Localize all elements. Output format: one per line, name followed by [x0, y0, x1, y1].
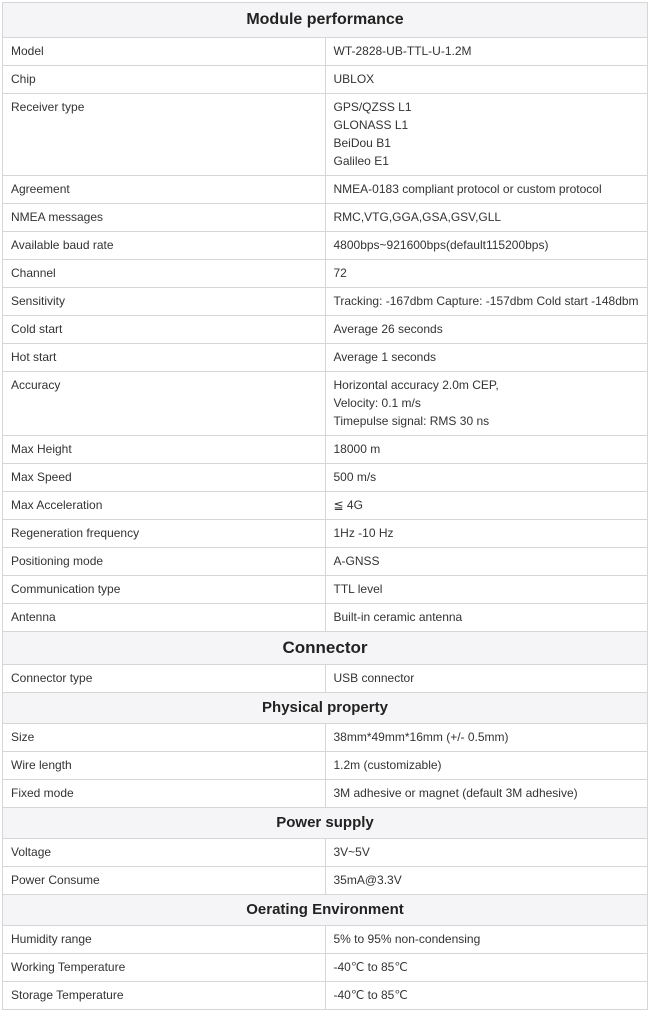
- spec-value-line: 35mA@3.3V: [333, 873, 402, 887]
- spec-row: [3, 724, 648, 752]
- spec-value: [325, 464, 648, 492]
- spec-label: Storage Temperature: [3, 982, 326, 1010]
- spec-label: Communication type: [3, 576, 326, 604]
- spec-row: [3, 94, 648, 176]
- spec-label: Channel: [3, 260, 326, 288]
- spec-row: [3, 982, 648, 1010]
- spec-value: [325, 724, 648, 752]
- spec-value-line: 500 m/s: [333, 470, 377, 484]
- spec-row: [3, 548, 648, 576]
- spec-label: Receiver type: [3, 94, 326, 176]
- spec-row: [3, 926, 648, 954]
- spec-value: [325, 436, 648, 464]
- spec-label: Cold start: [3, 316, 326, 344]
- spec-label: Max Acceleration: [3, 492, 326, 520]
- spec-row: [3, 288, 648, 316]
- section-title: Physical property: [3, 693, 648, 724]
- section-title: Oerating Environment: [3, 895, 648, 926]
- spec-value-line: USB connector: [333, 671, 415, 685]
- spec-value-line: ≦ 4G: [333, 498, 363, 512]
- spec-value-line: 5% to 95% non-condensing: [333, 932, 481, 946]
- spec-row: [3, 436, 648, 464]
- spec-value: [325, 954, 648, 982]
- spec-value: [325, 66, 648, 94]
- spec-label: Chip: [3, 66, 326, 94]
- spec-value-line: GPS/QZSS L1: [333, 100, 412, 114]
- spec-value: [325, 288, 648, 316]
- spec-label: Fixed mode: [3, 780, 326, 808]
- spec-label: Positioning mode: [3, 548, 326, 576]
- spec-row: [3, 176, 648, 204]
- spec-value: [325, 38, 648, 66]
- spec-value-line: Average 1 seconds: [333, 350, 437, 364]
- spec-value: [325, 94, 648, 176]
- spec-value: [325, 548, 648, 576]
- spec-row: [3, 232, 648, 260]
- spec-value-line: 3V~5V: [333, 845, 370, 859]
- spec-value: [325, 372, 648, 436]
- spec-label: Working Temperature: [3, 954, 326, 982]
- spec-label: Available baud rate: [3, 232, 326, 260]
- section-title: Power supply: [3, 808, 648, 839]
- spec-row: [3, 66, 648, 94]
- section-title: Module performance: [3, 3, 648, 38]
- spec-value-line: 1Hz -10 Hz: [333, 526, 394, 540]
- spec-label: Sensitivity: [3, 288, 326, 316]
- spec-value-line: 4800bps~921600bps(default115200bps): [333, 238, 549, 252]
- spec-value-line: WT-2828-UB-TTL-U-1.2M: [333, 44, 472, 58]
- spec-value-line: -40℃ to 85℃: [333, 988, 408, 1002]
- spec-label: Max Speed: [3, 464, 326, 492]
- spec-label: Connector type: [3, 665, 326, 693]
- spec-table: [2, 2, 648, 1010]
- spec-value-line: NMEA-0183 compliant protocol or custom protocol: [333, 182, 602, 196]
- spec-value: [325, 576, 648, 604]
- section-header: [3, 632, 648, 665]
- spec-row: [3, 520, 648, 548]
- spec-value-line: GLONASS L1: [333, 118, 409, 132]
- spec-row: [3, 752, 648, 780]
- spec-table-body: [3, 3, 648, 1010]
- spec-row: [3, 954, 648, 982]
- spec-value-line: -40℃ to 85℃: [333, 960, 408, 974]
- spec-label: Accuracy: [3, 372, 326, 436]
- spec-label: Wire length: [3, 752, 326, 780]
- spec-value: [325, 520, 648, 548]
- spec-value-line: BeiDou B1: [333, 136, 391, 150]
- spec-row: [3, 344, 648, 372]
- spec-value-line: Built-in ceramic antenna: [333, 610, 463, 624]
- spec-value-line: UBLOX: [333, 72, 375, 86]
- spec-label: Model: [3, 38, 326, 66]
- spec-value-line: RMC,VTG,GGA,GSA,GSV,GLL: [333, 210, 502, 224]
- spec-value: [325, 604, 648, 632]
- spec-value-line: Timepulse signal: RMS 30 ns: [333, 414, 490, 428]
- spec-row: [3, 372, 648, 436]
- spec-row: [3, 492, 648, 520]
- spec-label: Voltage: [3, 839, 326, 867]
- spec-value-line: 1.2m (customizable): [333, 758, 442, 772]
- spec-value: [325, 982, 648, 1010]
- spec-row: [3, 604, 648, 632]
- spec-value: [325, 232, 648, 260]
- spec-row: [3, 839, 648, 867]
- spec-value: [325, 780, 648, 808]
- spec-label: Max Height: [3, 436, 326, 464]
- spec-label: Antenna: [3, 604, 326, 632]
- spec-value: [325, 204, 648, 232]
- spec-label: Agreement: [3, 176, 326, 204]
- spec-row: [3, 576, 648, 604]
- spec-value: [325, 752, 648, 780]
- spec-value: [325, 665, 648, 693]
- spec-value: [325, 839, 648, 867]
- spec-label: Power Consume: [3, 867, 326, 895]
- spec-label: NMEA messages: [3, 204, 326, 232]
- spec-value-line: TTL level: [333, 582, 383, 596]
- spec-value: [325, 176, 648, 204]
- spec-value-line: Horizontal accuracy 2.0m CEP,: [333, 378, 499, 392]
- spec-label: Size: [3, 724, 326, 752]
- spec-label: Hot start: [3, 344, 326, 372]
- section-title: Connector: [3, 632, 648, 665]
- spec-value-line: Average 26 seconds: [333, 322, 443, 336]
- spec-value-line: 18000 m: [333, 442, 381, 456]
- spec-value-line: 3M adhesive or magnet (default 3M adhesive): [333, 786, 578, 800]
- spec-row: [3, 204, 648, 232]
- spec-value: [325, 260, 648, 288]
- spec-value: [325, 867, 648, 895]
- spec-value-line: Galileo E1: [333, 154, 389, 168]
- spec-value: [325, 926, 648, 954]
- spec-row: [3, 780, 648, 808]
- spec-label: Regeneration frequency: [3, 520, 326, 548]
- spec-label: Humidity range: [3, 926, 326, 954]
- spec-value-line: 72: [333, 266, 347, 280]
- section-header: [3, 895, 648, 926]
- spec-value: [325, 492, 648, 520]
- spec-value-line: 38mm*49mm*16mm (+/- 0.5mm): [333, 730, 509, 744]
- section-header: [3, 3, 648, 38]
- spec-row: [3, 38, 648, 66]
- section-header: [3, 808, 648, 839]
- spec-row: [3, 260, 648, 288]
- spec-row: [3, 316, 648, 344]
- spec-row: [3, 867, 648, 895]
- spec-row: [3, 464, 648, 492]
- spec-value-line: A-GNSS: [333, 554, 380, 568]
- section-header: [3, 693, 648, 724]
- spec-value: [325, 344, 648, 372]
- spec-row: [3, 665, 648, 693]
- spec-value-line: Tracking: -167dbm Capture: -157dbm Cold start -148dbm: [333, 294, 639, 308]
- spec-value-line: Velocity: 0.1 m/s: [333, 396, 421, 410]
- spec-value: [325, 316, 648, 344]
